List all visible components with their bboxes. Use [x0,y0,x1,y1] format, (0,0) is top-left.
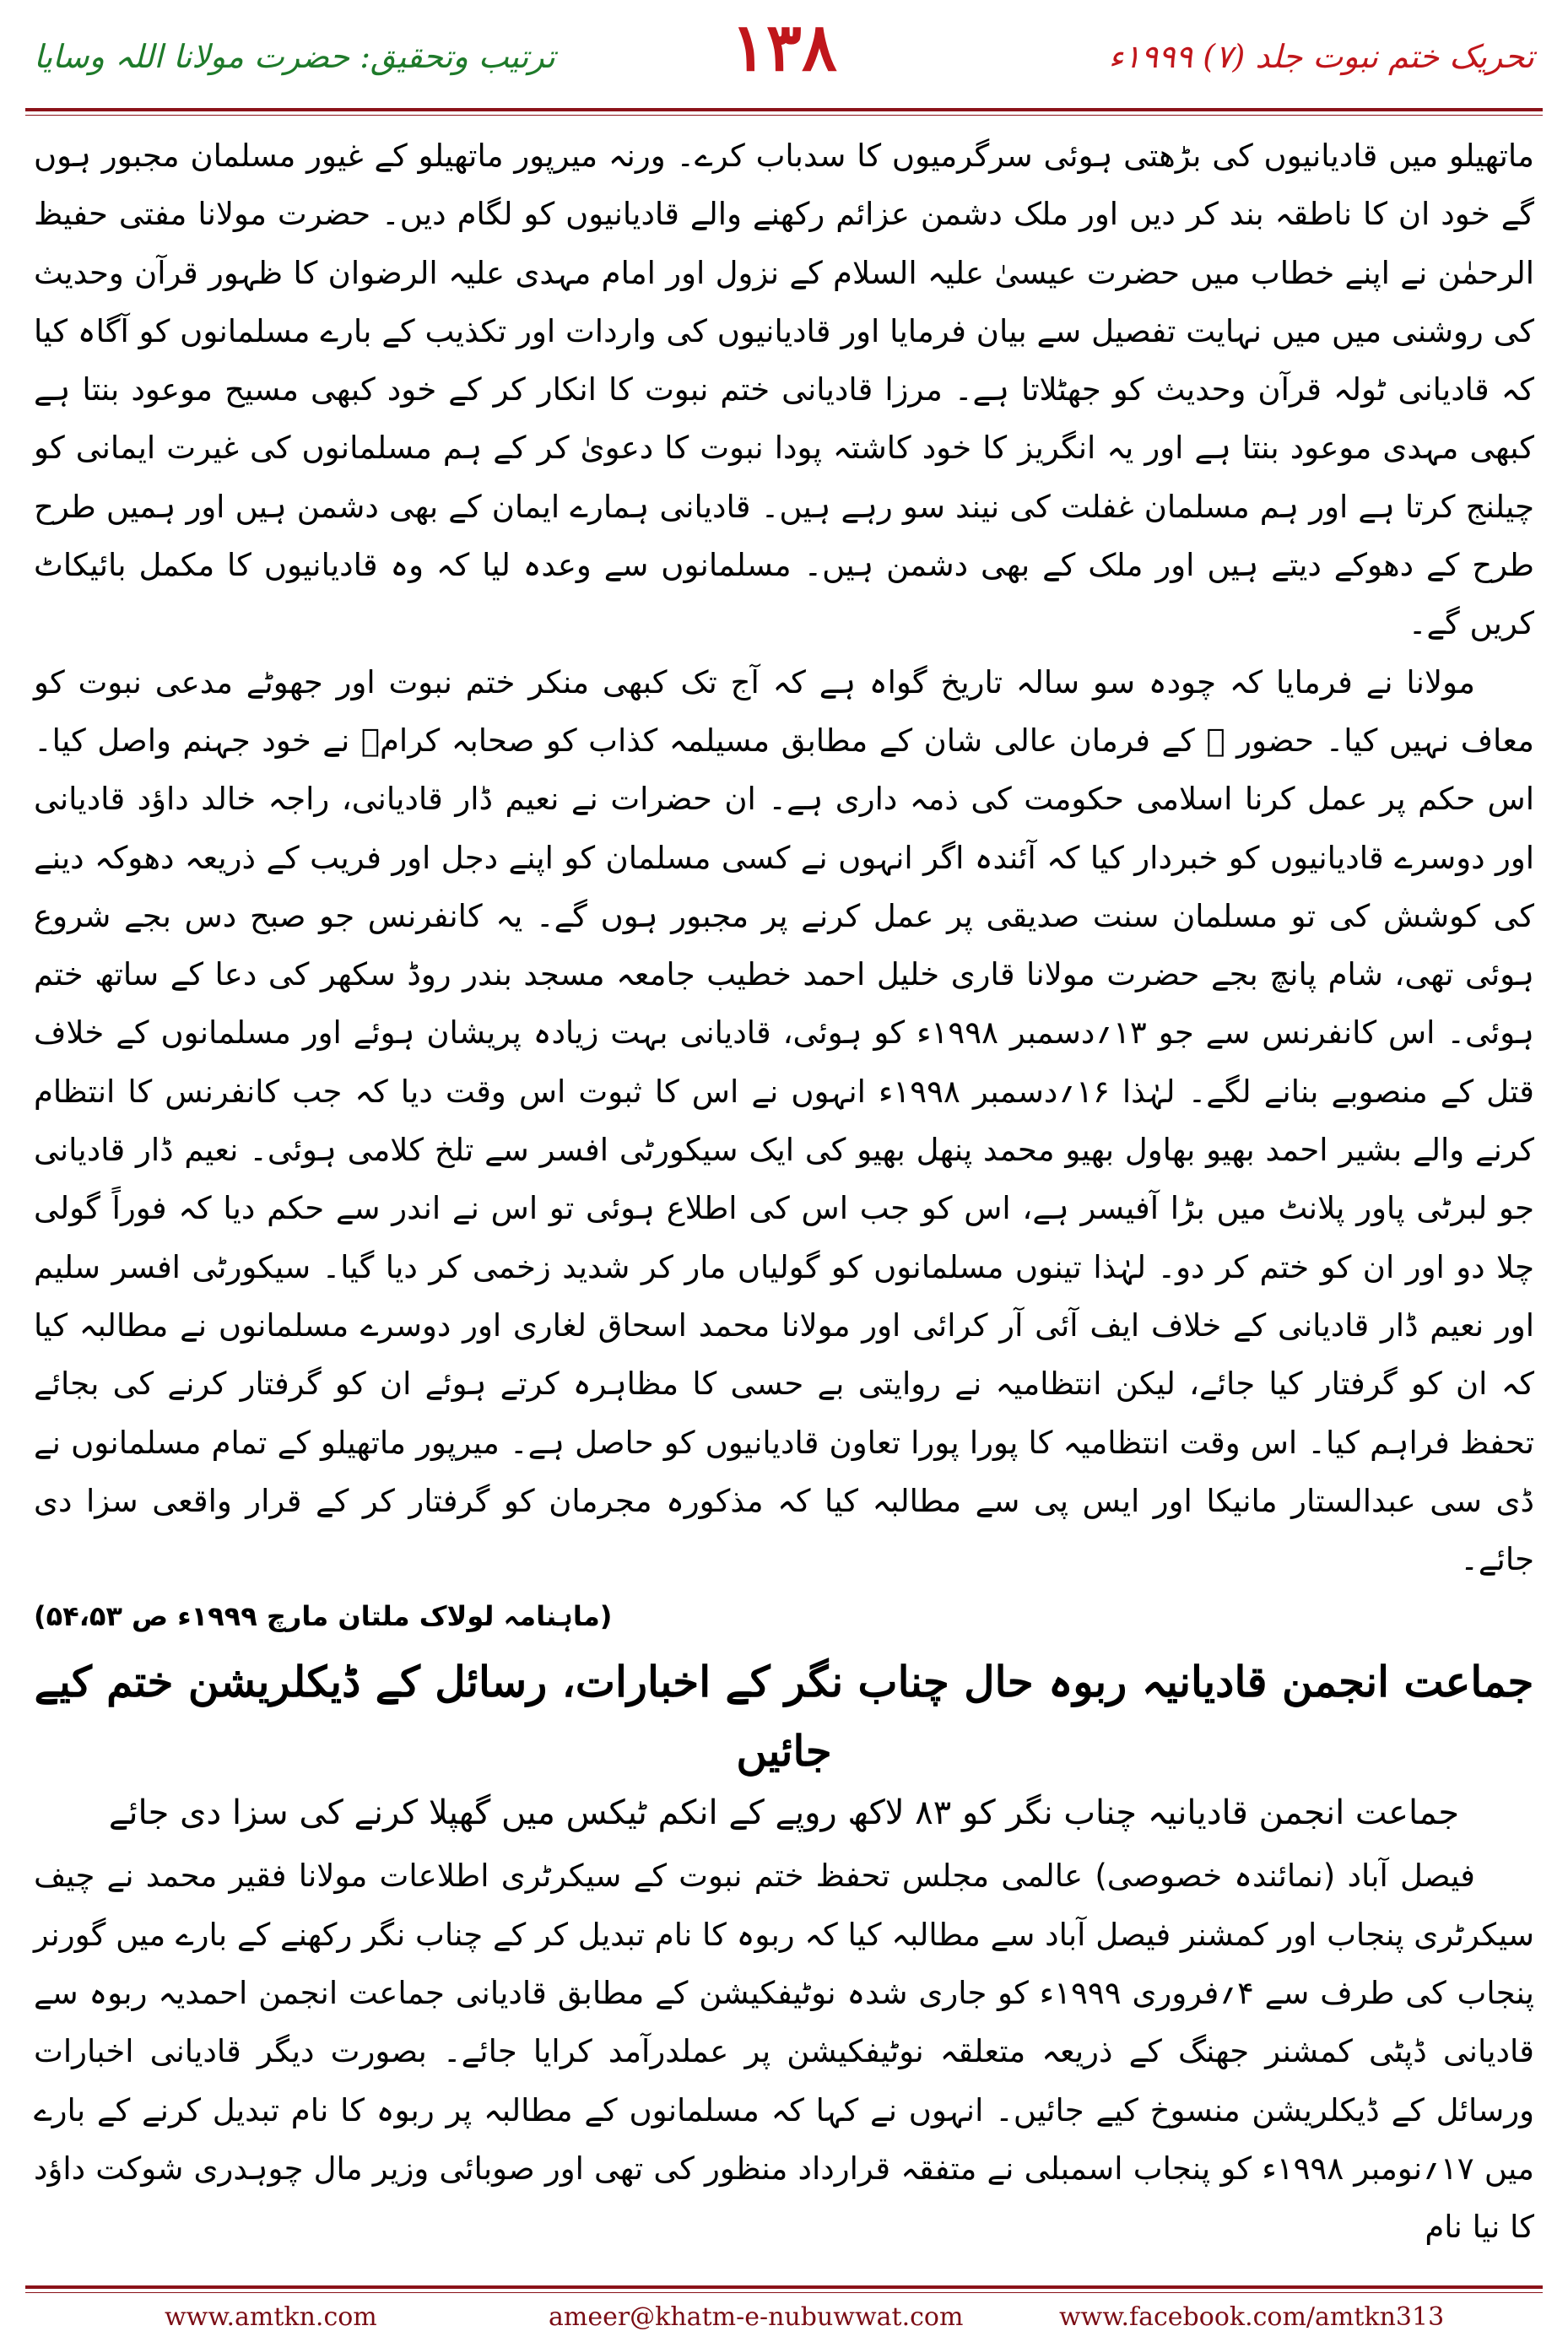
email-link[interactable]: ameer@khatm-e-nubuwwat.com [549,2302,964,2332]
news-subheadline: جماعت انجمن قادیانیہ چناب نگر کو ۸۳ لاکھ روپے کے انکم ٹیکس میں گھپلا کرنے کی سزا دی جائے [108,1793,1460,1833]
news-headline: جماعت انجمن قادیانیہ ربوہ حال چناب نگر کے اخبارات، رسائل کے ڈیکلریشن ختم کیے جائیں [34,1657,1534,1777]
header-rule [25,108,1543,111]
footer-rule [25,2285,1543,2289]
website-link[interactable]: www.amtkn.com [165,2302,377,2332]
body-paragraph: مولانا نے فرمایا کہ چودہ سو سالہ تاریخ گواہ ہے کہ آج تک کبھی منکر ختم نبوت اور جھوٹے مدعی نبوت کو معاف نہیں کیا۔ حضور ﷺ کے فرمان عالی شان کے مطابق مسیلمہ کذاب کو صحابہ کرامؓ نے خود جہنم واصل کیا۔ اس حکم پر عمل کرنا اسلامی حکومت کی ذمہ داری ہے۔ ان حضرات نے نعیم ڈار قادیانی، راجہ خالد داؤد قادیانی اور دوسرے قادیانیوں کو خبردار کیا کہ آئندہ اگر انہوں نے کسی مسلمان کو اپنے دجل اور فریب کے ذریعہ دھوکہ دینے کی کوشش کی تو مسلمان سنت صدیقی پر عمل کرنے پر مجبور ہوں گے۔ یہ کانفرنس جو صبح دس بجے شروع ہوئی تھی، شام پانچ بجے حضرت مولانا قاری خلیل احمد خطیب جامعہ مسجد بندر روڈ سکھر کی دعا کے ساتھ ختم ہوئی۔ اس کانفرنس سے جو ۱۳؍دسمبر ۱۹۹۸ء کو ہوئی، قادیانی بہت زیادہ پریشان ہوئے اور مسلمانوں کے خلاف قتل کے منصوبے بنانے لگے۔ لہٰذا ۱۶؍دسمبر ۱۹۹۸ء انہوں نے اس کا ثبوت اس وقت دیا کہ جب کانفرنس کا انتظام کرنے والے بشیر احمد بھیو بھاول بھیو محمد پنھل بھیو کی ایک سیکورٹی افسر سے تلخ کلامی ہوئی۔ نعیم ڈار قادیانی جو لبرٹی پاور پلانٹ میں بڑا آفیسر ہے، اس کو جب اس کی اطلاع ہوئی تو اس نے اندر سے حکم دیا کہ فوراً گولی چلا دو اور ان کو ختم کر دو۔ لہٰذا تینوں مسلمانوں کو گولیاں مار کر شدید زخمی کر دیا گیا۔ سیکورٹی افسر سلیم اور نعیم ڈار قادیانی کے خلاف ایف آئی آر کرائی اور مولانا محمد اسحاق لغاری اور دوسرے مسلمانوں نے مطالبہ کیا کہ ان کو گرفتار کیا جائے، لیکن انتظامیہ نے روایتی بے حسی کا مظاہرہ کرتے ہوئے ان کو گرفتار کرنے کی بجائے تحفظ فراہم کیا۔ اس وقت انتظامیہ کا پورا پورا تعاون قادیانیوں کو حاصل ہے۔ میرپور ماتھیلو کے تمام مسلمانوں نے ڈی سی عبدالستار مانیکا اور ایس پی سے مطالبہ کیا کہ مذکورہ مجرمان کو گرفتار کر کے قرار واقعی سزا دی جائے۔ [34,663,1534,1578]
source-citation: (ماہنامہ لولاک ملتان مارچ ۱۹۹۹ء ص ۵۴،۵۳) [34,1600,613,1633]
footer-rule-thin [25,2292,1543,2293]
page-body [34,127,1534,2257]
page-footer [0,2279,1568,2342]
facebook-link[interactable]: www.facebook.com/amtkn313 [1059,2302,1445,2332]
header-rule-thin [25,115,1543,116]
body-paragraph: ماتھیلو میں قادیانیوں کی بڑھتی ہوئی سرگرمیوں کا سدباب کرے۔ ورنہ میرپور ماتھیلو کے غیور مسلمان مجبور ہوں گے خود ان کا ناطقہ بند کر دیں اور ملک دشمن عزائم رکھنے والے قادیانیوں کو لگام دیں۔ حضرت مولانا مفتی حفیظ الرحمٰن نے اپنے خطاب میں حضرت عیسیٰ علیہ السلام کے نزول اور امام مہدی علیہ الرضوان کا ظہور قرآن وحدیث کی روشنی میں میں نہایت تفصیل سے بیان فرمایا اور قادیانیوں کی واردات اور تکذیب کے بارے مسلمانوں کو آگاہ کیا کہ قادیانی ٹولہ قرآن وحدیث کو جھٹلاتا ہے۔ مرزا قادیانی ختم نبوت کا انکار کر کے خود کبھی مسیح موعود بنتا ہے کبھی مہدی موعود بنتا ہے اور یہ انگریز کا خود کاشتہ پودا نبوت کا دعویٰ کر کے ہم مسلمانوں کی غیرت ایمانی کو چیلنج کرتا ہے اور ہم مسلمان غفلت کی نیند سو رہے ہیں۔ قادیانی ہمارے ایمان کے بھی دشمن ہیں اور ہمیں طرح طرح کے دھوکے دیتے ہیں اور ملک کے بھی دشمن ہیں۔ مسلمانوں سے وعدہ لیا کہ وہ قادیانیوں کا مکمل بائیکاٹ کریں گے۔ [34,138,1534,642]
page-number: ۱۳۸ [731,9,837,86]
news-paragraph: فیصل آباد (نمائندہ خصوصی) عالمی مجلس تحفظ ختم نبوت کے سیکرٹری اطلاعات مولانا فقیر محمد نے چیف سیکرٹری پنجاب اور کمشنر فیصل آباد سے مطالبہ کیا کہ ربوہ کا نام تبدیل کر کے چناب نگر رکھنے کے بارے میں گورنر پنجاب کی طرف سے ۴؍فروری ۱۹۹۹ء کو جاری شدہ نوٹیفکیشن کے مطابق قادیانی جماعت انجمن احمدیہ ربوہ سے قادیانی ڈپٹی کمشنر جھنگ کے ذریعہ متعلقہ نوٹیفکیشن پر عملدرآمد کرایا جائے۔ بصورت دیگر قادیانی اخبارات ورسائل کے ڈیکلریشن منسوخ کیے جائیں۔ انہوں نے کہا کہ مسلمانوں کے مطالبہ پر ربوہ کا نام تبدیل کرنے کے بارے میں ۱۷؍نومبر ۱۹۹۸ء کو پنجاب اسمبلی نے متفقہ قرارداد منظور کی تھی اور صوبائی وزیر مال چوہدری شوکت داؤد کا نیا نام [34,1858,1534,2246]
book-title: تحریک ختم نبوت جلد (۷) ۱۹۹۹ء [1108,38,1534,75]
page-header [0,0,1568,127]
compiler-credit: ترتیب وتحقیق: حضرت مولانا اللہ وسایا [34,38,555,75]
